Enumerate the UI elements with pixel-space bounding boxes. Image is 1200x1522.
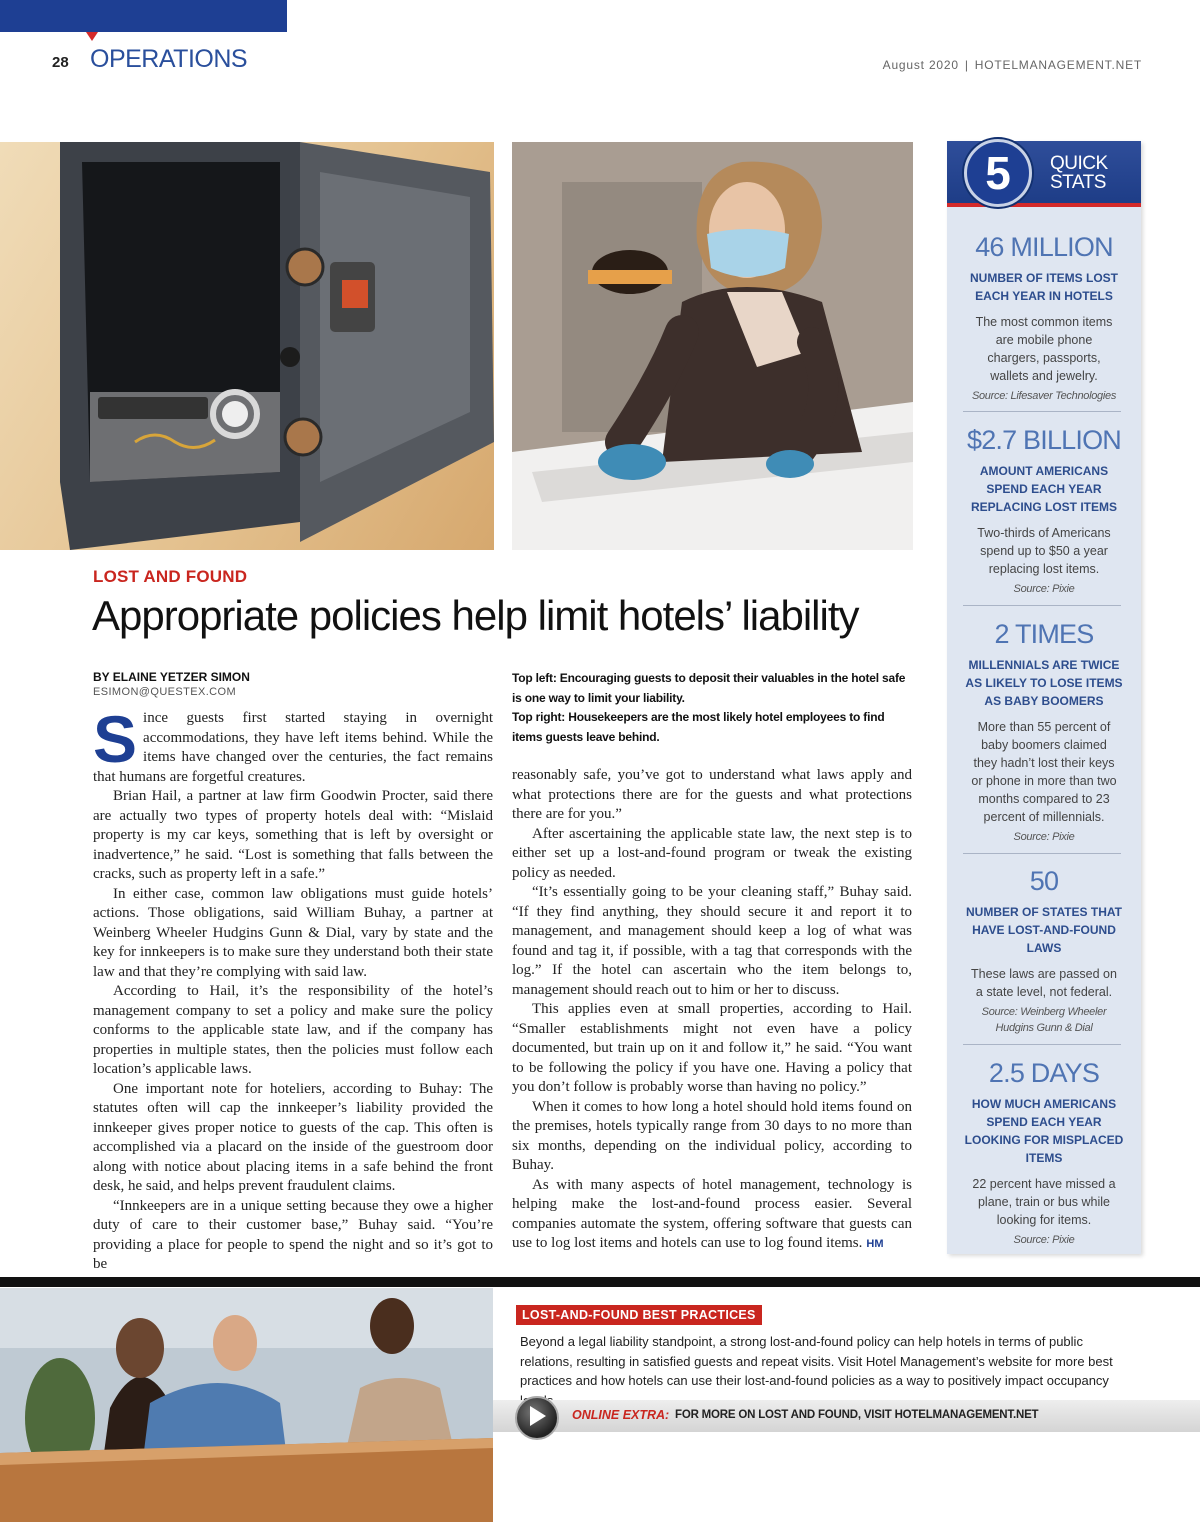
stat-divider — [963, 411, 1121, 412]
article-paragraph: “Innkeepers are in a unique setting because they owe a higher duty of care to their customer base,” Buhay said. “You’re providing a place for people to spend the night and so it’s got to be — [93, 1197, 493, 1272]
online-extra-link[interactable]: FOR MORE ON LOST AND FOUND, VISIT HOTELMANAGEMENT.NET — [675, 1409, 1039, 1421]
article-paragraph: reasonably safe, you’ve got to understand what laws apply and what protections there are for the guests and what protections there are for you.” — [512, 767, 912, 822]
stat-figure: 50 — [1029, 866, 1059, 896]
stat-source: Source: Pixie — [1013, 1234, 1075, 1246]
website-link[interactable]: HOTELMANAGEMENT.NET — [974, 58, 1142, 72]
front-desk-illustration — [0, 1288, 493, 1522]
stat-source: Source: Pixie — [1013, 583, 1075, 595]
stat-block — [947, 424, 1141, 597]
stat-figure: $2.7 BILLION — [967, 425, 1121, 455]
caption-top-right: Top right: Housekeepers are the most likely hotel employees to find items guests leave behind. — [512, 710, 885, 744]
bottom-divider-bar — [0, 1277, 1200, 1287]
play-triangle-icon — [530, 1406, 546, 1426]
stat-caption: NUMBER OF STATES THAT HAVE LOST-AND-FOUND LAWS — [966, 905, 1122, 955]
stat-source: Source: Lifesaver Technologies — [971, 390, 1117, 402]
stat-divider — [963, 853, 1121, 854]
stat-block — [947, 865, 1141, 1036]
caption-top-left: Top left: Encouraging guests to deposit their valuables in the hotel safe is one way to limit your liability. — [512, 671, 906, 705]
quick-stats-label — [1050, 154, 1108, 192]
quick-stats-red-line — [947, 203, 1141, 207]
stat-figure: 2 TIMES — [994, 619, 1094, 649]
stat-divider — [963, 1044, 1121, 1045]
online-extra-label: ONLINE EXTRA: — [572, 1408, 670, 1422]
photo-housekeeper — [512, 142, 913, 550]
best-practices-text: Beyond a legal liability standpoint, a strong lost-and-found policy can help hotels in terms of public relations, resulting in satisfied guests and repeat visits. Visit Hotel Management’s website for more best practices and how hotels can use their lost-and-found policies as a way to positively impact occupancy — [520, 1334, 1113, 1388]
stat-figure: 46 MILLION — [975, 232, 1113, 262]
best-practices-tag: LOST-AND-FOUND BEST PRACTICES — [516, 1305, 762, 1325]
article-paragraph: Brian Hail, a partner at law firm Goodwin Procter, said there are actually two types of property hotels deal with: “Mislaid property is my car keys, something that is left by oversight or inadvertence,” he said. “Lost is something that falls between the cracks, such as property left in a safe.” — [93, 788, 493, 882]
article-column-2 — [512, 766, 912, 1255]
stat-block — [947, 1057, 1141, 1248]
quick-stats-label-line1: QUICK — [1050, 153, 1108, 174]
section-title: OPERATIONS — [90, 45, 248, 73]
end-mark: HM — [866, 1238, 884, 1250]
article-paragraph: “It’s essentially going to be your cleaning staff,” Buhay said. “If they find anything, they should secure it and report it to management, and management should keep a log of what was found and tag it, if possible, with a tag that corresponds with the log.” If the hotel can ascertain who the item belongs to, management should reach out to him or her to discuss. — [512, 884, 912, 998]
stat-description: 22 percent have missed a plane, train or bus while looking for items. — [972, 1177, 1116, 1227]
dateline — [883, 58, 1142, 72]
stat-source: Source: Pixie — [1013, 831, 1075, 843]
photo-hotel-safe — [0, 142, 494, 550]
photo-captions — [512, 669, 912, 747]
stat-caption: MILLENNIALS ARE TWICE AS LIKELY TO LOSE ITEMS AS BABY BOOMERS — [965, 658, 1123, 708]
article-paragraph: In either case, common law obligations must guide hotels’ actions. Those obligations, said William Buhay, a partner at Weinberg Wheeler Hudgins Gunn & Dial, vary by state and the key for innkeepers is to make sure they understand both their state law and that they’re complying with said law. — [93, 885, 493, 980]
article-column-1 — [93, 702, 493, 1275]
quick-stats-sidebar — [947, 141, 1141, 1254]
quick-stats-number: 5 — [985, 147, 1011, 199]
quick-stats-label-line2: STATS — [1050, 172, 1106, 193]
drop-cap: S — [93, 702, 138, 776]
first-paragraph-text: ince guests first started staying in overnight accommodations, they have left items behind. While the items have changed over the centuries, the fact remains that humans are forgetful creatures. — [93, 710, 493, 785]
stat-description: More than 55 percent of baby boomers claimed they hadn’t lost their keys or phone in more than two months compared to 23 percent of millennials. — [971, 720, 1117, 824]
article-headline: Appropriate policies help limit hotels’ liability — [92, 592, 859, 639]
article-paragraph — [93, 702, 493, 787]
stat-figure: 2.5 DAYS — [988, 1058, 1100, 1088]
author-email[interactable]: ESIMON@QUESTEX.COM — [93, 686, 237, 698]
stat-description: Two-thirds of Americans spend up to $50 a year replacing lost items. — [977, 526, 1111, 576]
article-paragraph: When it comes to how long a hotel should hold items found on the premises, hotels typically range from 30 days to no more than six months, depending on the individual policy, according to Buhay. — [512, 1098, 912, 1173]
dateline-separator: | — [964, 58, 969, 72]
article-paragraph: One important note for hoteliers, according to Buhay: The statutes often will cap the innkeeper’s liability provided the innkeeper gives proper notice to guests of the cap. This often is accomplished via a placard on the inside of the guestroom door along with notice about placing items in a safe behind the front desk, he said, and helps prevent fraudulent claims. — [93, 1080, 493, 1194]
header-color-bar — [0, 0, 287, 32]
issue-date: August 2020 — [882, 58, 959, 72]
stat-block — [947, 231, 1141, 404]
safe-illustration — [0, 142, 494, 550]
stat-divider — [963, 605, 1121, 606]
stat-caption: NUMBER OF ITEMS LOST EACH YEAR IN HOTELS — [970, 271, 1118, 303]
article-paragraph: After ascertaining the applicable state law, the next step is to either set up a lost-and-found program or tweak the existing policy as needed. — [512, 825, 912, 881]
article-paragraph — [512, 1176, 912, 1255]
stat-description: These laws are passed on a state level, not federal. — [971, 967, 1117, 999]
article-kicker: LOST AND FOUND — [93, 567, 248, 586]
housekeeper-illustration — [512, 142, 913, 550]
stat-description: The most common items are mobile phone chargers, passports, wallets and jewelry. — [975, 315, 1113, 383]
stat-source: Source: Weinberg Wheeler Hudgins Gunn & Dial — [981, 1006, 1107, 1034]
page-number: 28 — [52, 54, 69, 71]
article-paragraph: This applies even at small properties, according to Hail. “Smaller establishments might not even have a policy documented, but train up on it and follow it,” he said. “You want to be following the policy if you have one. Having a policy that you don’t follow is probably worse than having no policy.” — [512, 1001, 912, 1095]
article-paragraph: According to Hail, it’s the responsibility of the hotel’s management company to set a policy and make sure the policy conforms to the applicable state law, and if the company has properties in multiple states, then the policies must follow each location’s applicable laws. — [93, 983, 493, 1077]
stat-caption: AMOUNT AMERICANS SPEND EACH YEAR REPLACING LOST ITEMS — [970, 464, 1117, 514]
header-red-marker — [86, 32, 98, 41]
stat-caption: HOW MUCH AMERICANS SPEND EACH YEAR LOOKING FOR MISPLACED ITEMS — [964, 1097, 1124, 1165]
last-paragraph-text: As with many aspects of hotel management, technology is helping make the lost-and-found process easier. Several companies automate the system, offering software that guests can use to log lost items and hotels can use to log found items. — [512, 1176, 912, 1251]
stat-block — [947, 618, 1141, 845]
article-byline: BY ELAINE YETZER SIMON — [93, 670, 250, 684]
quick-stats-number-badge — [964, 139, 1032, 207]
photo-front-desk — [0, 1288, 493, 1522]
